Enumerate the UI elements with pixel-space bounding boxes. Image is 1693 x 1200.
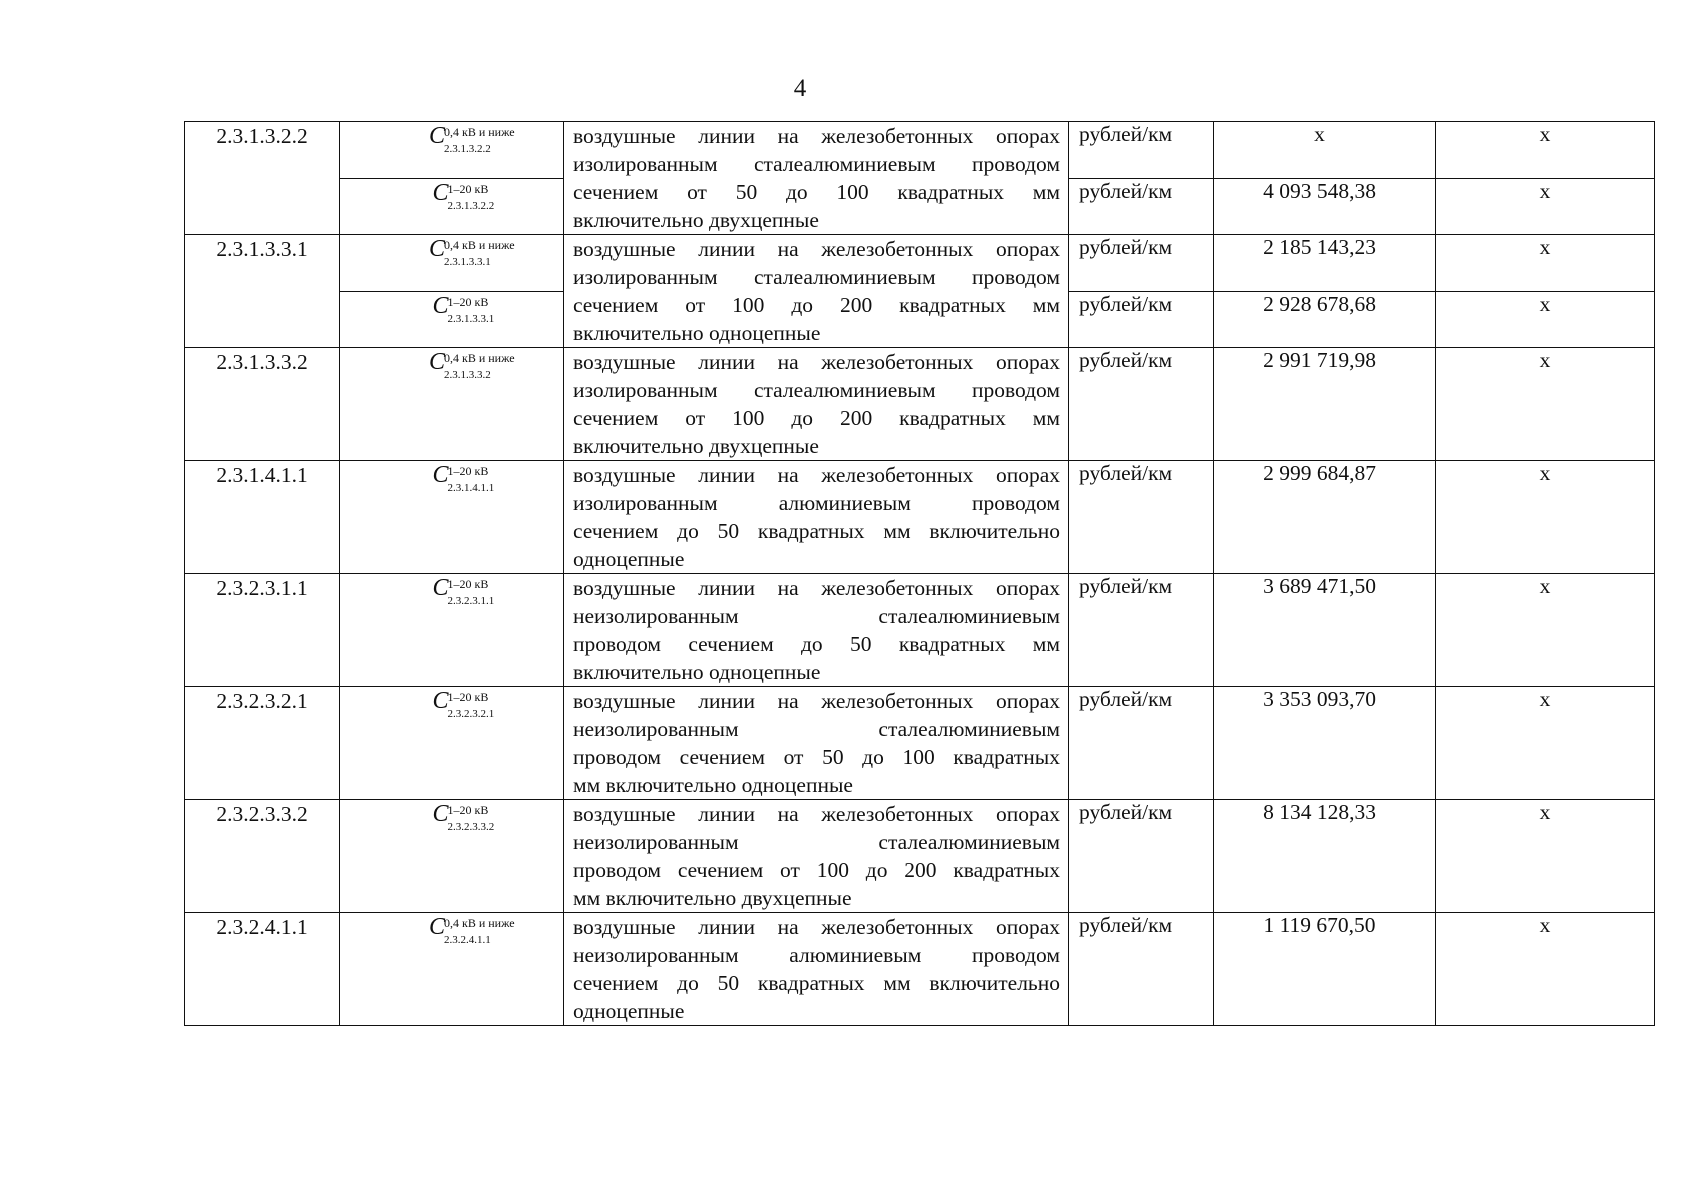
rate-symbol [340,461,564,574]
description-line: мм включительно двухцепные [573,886,852,910]
row-description [564,122,1069,235]
table-row [185,122,1655,179]
row-extra-value: x [1436,235,1655,292]
row-value: 2 185 143,23 [1214,235,1436,292]
rate-symbol-formula [371,463,533,497]
row-unit: рублей/км [1069,800,1214,913]
rate-symbol-letter: C 0,4 кВ и ниже 2.3.2.4.1.1 [429,915,447,939]
table-row [185,687,1655,800]
rate-symbol-voltage: 1–20 кВ [447,690,489,704]
rate-symbol-index: 2.3.1.4.1.1 [447,482,495,494]
description-line: включительно одноцепные [573,321,821,345]
row-description [564,348,1069,461]
row-value: 2 999 684,87 [1214,461,1436,574]
row-extra-value: x [1436,122,1655,179]
rate-symbol-index: 2.3.2.4.1.1 [444,934,491,946]
table-row [185,574,1655,687]
description-line: воздушные линии на железобетонных опорах [573,350,1060,374]
rate-symbol [340,574,564,687]
rate-symbol-voltage: 1–20 кВ [447,803,489,817]
description-line: воздушные линии на железобетонных опорах [573,915,1060,939]
rate-symbol-formula [374,350,529,384]
row-code: 2.3.1.3.2.2 [185,122,340,235]
description-line: включительно одноцепные [573,660,821,684]
rates-table-body [185,122,1655,1026]
row-code: 2.3.1.3.3.1 [185,235,340,348]
rate-symbol-letter: C 1–20 кВ 2.3.2.3.2.1 [433,689,451,713]
row-description [564,461,1069,574]
rate-symbol [340,913,564,1026]
row-extra-value: x [1436,291,1655,348]
rate-symbol-formula [371,802,533,836]
description-line: одноцепные [573,547,685,571]
rate-symbol-index: 2.3.2.3.1.1 [447,595,495,607]
rate-symbol-formula [371,181,533,215]
rate-symbol [340,687,564,800]
rate-symbol [340,178,564,235]
row-extra-value: x [1436,178,1655,235]
rate-symbol-letter: C 1–20 кВ 2.3.1.4.1.1 [433,463,451,487]
description-line: неизолированным сталеалюминиевым [573,604,1060,628]
table-row [185,800,1655,913]
row-value: x [1214,122,1436,179]
rate-symbol [340,291,564,348]
rate-symbol-index: 2.3.1.3.3.1 [444,256,491,268]
row-unit: рублей/км [1069,235,1214,292]
row-value: 3 689 471,50 [1214,574,1436,687]
description-line: неизолированным алюминиевым проводом [573,943,1060,967]
row-extra-value: x [1436,687,1655,800]
description-line: изолированным сталеалюминиевым проводом [573,378,1060,402]
rate-symbol [340,348,564,461]
description-line: воздушные линии на железобетонных опорах [573,463,1060,487]
row-code: 2.3.1.3.3.2 [185,348,340,461]
rate-symbol-letter: C 1–20 кВ 2.3.2.3.3.2 [433,802,451,826]
table-row [185,461,1655,574]
row-description [564,800,1069,913]
rate-symbol-formula [371,294,533,328]
rate-symbol-letter: C 1–20 кВ 2.3.1.3.3.1 [433,294,451,318]
row-unit: рублей/км [1069,291,1214,348]
description-line: воздушные линии на железобетонных опорах [573,689,1060,713]
row-description [564,687,1069,800]
row-value: 1 119 670,50 [1214,913,1436,1026]
rate-symbol [340,122,564,179]
row-code: 2.3.2.4.1.1 [185,913,340,1026]
row-unit: рублей/км [1069,122,1214,179]
description-line: проводом сечением до 50 квадратных мм [573,632,1060,656]
description-line: одноцепные [573,999,685,1023]
rate-symbol-index: 2.3.2.3.2.1 [447,708,495,720]
row-description [564,913,1069,1026]
row-value: 4 093 548,38 [1214,178,1436,235]
row-value: 2 928 678,68 [1214,291,1436,348]
description-line: проводом сечением от 50 до 100 квадратных [573,745,1060,769]
rate-symbol-voltage: 0,4 кВ и ниже [444,125,515,139]
table-row [185,348,1655,461]
rate-symbol-formula [371,576,533,610]
rate-symbol-voltage: 0,4 кВ и ниже [444,916,515,930]
rate-symbol-voltage: 1–20 кВ [447,181,489,196]
rate-symbol-formula [371,689,533,723]
row-extra-value: x [1436,800,1655,913]
row-unit: рублей/км [1069,574,1214,687]
rate-symbol-voltage: 1–20 кВ [447,294,489,309]
description-line: воздушные линии на железобетонных опорах [573,237,1060,261]
rate-symbol-index: 2.3.1.3.2.2 [447,199,495,212]
row-unit: рублей/км [1069,178,1214,235]
description-line: воздушные линии на железобетонных опорах [573,802,1060,826]
row-value: 3 353 093,70 [1214,687,1436,800]
table-row [185,235,1655,292]
rate-symbol [340,800,564,913]
row-code: 2.3.2.3.2.1 [185,687,340,800]
rate-symbol-index: 2.3.1.3.2.2 [444,143,491,155]
description-line: мм включительно одноцепные [573,773,853,797]
rate-symbol-index: 2.3.2.3.3.2 [447,821,495,833]
row-code: 2.3.2.3.1.1 [185,574,340,687]
description-line: включительно двухцепные [573,208,819,232]
row-description [564,574,1069,687]
rate-symbol-voltage: 0,4 кВ и ниже [444,351,515,365]
row-description [564,235,1069,348]
rate-symbol-index: 2.3.1.3.3.1 [447,312,495,325]
table-row [185,913,1655,1026]
description-line: проводом сечением от 100 до 200 квадратных [573,858,1060,882]
row-value: 8 134 128,33 [1214,800,1436,913]
rate-symbol-index: 2.3.1.3.3.2 [444,369,491,381]
row-unit: рублей/км [1069,348,1214,461]
rate-symbol-letter: C 0,4 кВ и ниже 2.3.1.3.2.2 [429,124,447,148]
rate-symbol-voltage: 1–20 кВ [447,577,489,591]
rate-symbol-voltage: 1–20 кВ [447,464,489,478]
description-line: сечением до 50 квадратных мм включительно [573,971,1060,995]
description-line: неизолированным сталеалюминиевым [573,830,1060,854]
row-value: 2 991 719,98 [1214,348,1436,461]
rate-symbol [340,235,564,292]
description-line: воздушные линии на железобетонных опорах [573,576,1060,600]
description-line: сечением от 50 до 100 квадратных мм [573,180,1060,204]
description-line: изолированным сталеалюминиевым проводом [573,152,1060,176]
row-extra-value: x [1436,461,1655,574]
rate-symbol-formula [374,237,529,271]
row-code: 2.3.1.4.1.1 [185,461,340,574]
row-code: 2.3.2.3.3.2 [185,800,340,913]
row-extra-value: x [1436,348,1655,461]
page-number: 4 [793,75,807,102]
row-unit: рублей/км [1069,461,1214,574]
rate-symbol-letter: C 1–20 кВ 2.3.2.3.1.1 [433,576,451,600]
rates-table [184,121,1655,1026]
row-extra-value: x [1436,574,1655,687]
rate-symbol-formula [374,124,529,158]
rate-symbol-letter: C 0,4 кВ и ниже 2.3.1.3.3.1 [429,237,447,261]
rate-symbol-voltage: 0,4 кВ и ниже [444,238,515,252]
description-line: включительно двухцепные [573,434,819,458]
description-line: изолированным сталеалюминиевым проводом [573,265,1060,289]
row-unit: рублей/км [1069,687,1214,800]
description-line: сечением до 50 квадратных мм включительно [573,519,1060,543]
row-unit: рублей/км [1069,913,1214,1026]
description-line: сечением от 100 до 200 квадратных мм [573,293,1060,317]
rate-symbol-letter: C 0,4 кВ и ниже 2.3.1.3.3.2 [429,350,447,374]
description-line: изолированным алюминиевым проводом [573,491,1060,515]
rate-symbol-formula [374,915,529,949]
description-line: неизолированным сталеалюминиевым [573,717,1060,741]
row-extra-value: x [1436,913,1655,1026]
description-line: воздушные линии на железобетонных опорах [573,124,1060,148]
description-line: сечением от 100 до 200 квадратных мм [573,406,1060,430]
rate-symbol-letter: C 1–20 кВ 2.3.1.3.2.2 [433,181,451,205]
